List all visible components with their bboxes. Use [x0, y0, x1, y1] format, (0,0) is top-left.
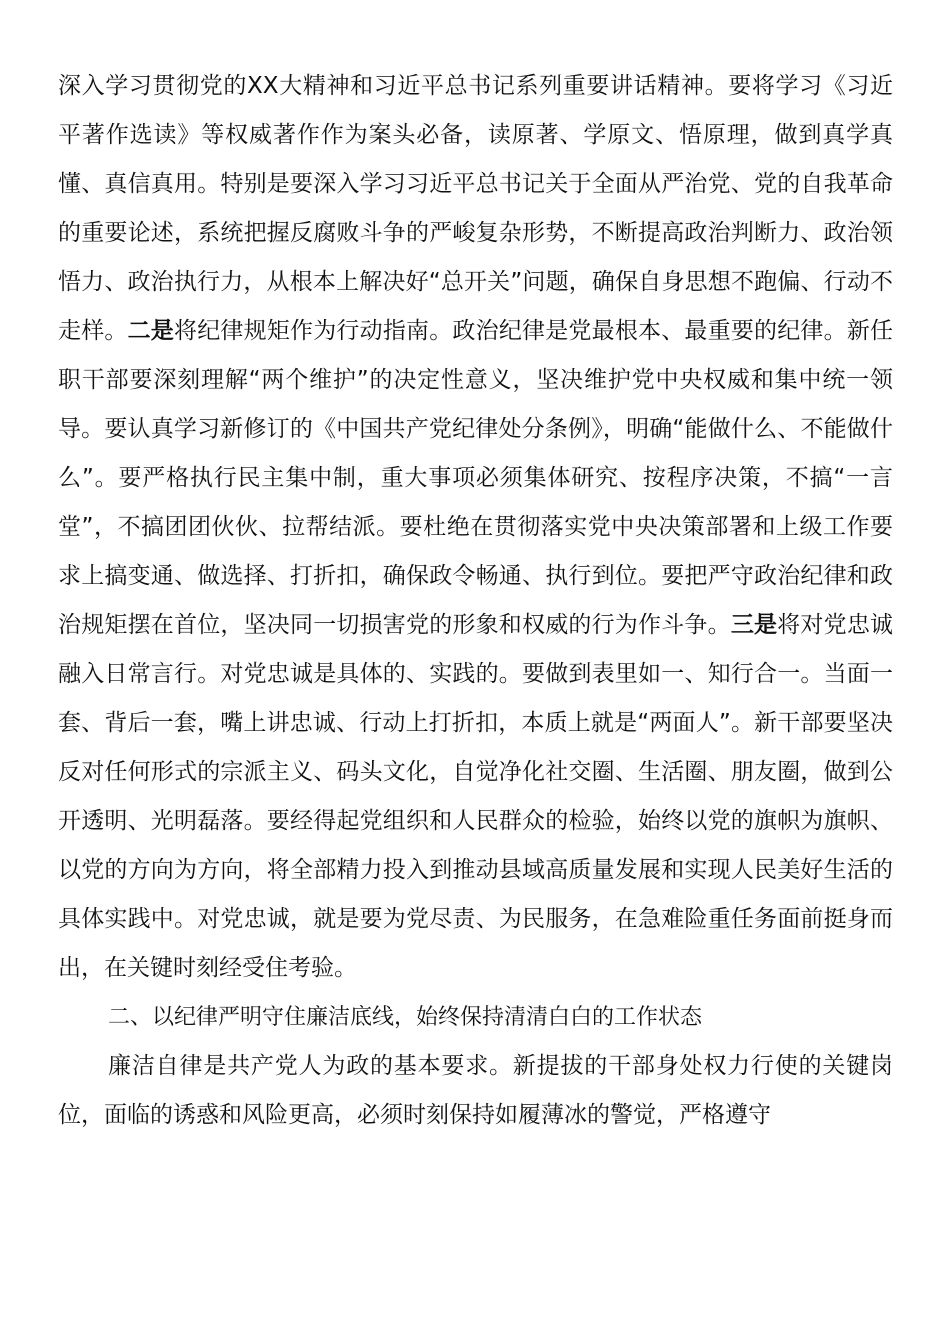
paragraph-1-part-3: 将对党忠诚融入日常言行。对党忠诚是具体的、实践的。要做到表里如一、知行合一。当面一套、背后一套，嘴上讲忠诚、行动上打折扣，本质上就是“两面人”。新干部要坚决反对任何形式的宗派主义、码头文化，自觉净化社交圈、生活圈、朋友圈，做到公开透明、光明磊落。要经得起党组织和人民群众的检验，始终以党的旗帜为旗帜、以党的方向为方向，将全部精力投入到推动县域高质量发展和实现人民美好生活的具体实践中。对党忠诚，就是要为党尽责、为民服务，在急难险重任务面前挺身而出，在关键时刻经受住考验。 [58, 612, 894, 981]
section-heading-2: 二、以纪律严明守住廉洁底线，始终保持清清白白的工作状态 [108, 1005, 703, 1030]
point-two-lead: 二是 [127, 318, 175, 344]
paragraph-1-part-2: 将纪律规矩作为行动指南。政治纪律是党最根本、最重要的纪律。新任职干部要深刻理解“两个维护”的决定性意义，坚决维护党中央权威和集中统一领导。要认真学习新修订的《中国共产党纪律处分条例》，明确“能做什么、不能做什么”。要严格执行民主集中制，重大事项必须集体研究、按程序决策，不搞“一言堂”，不搞团团伙伙、拉帮结派。要杜绝在贯彻落实党中央决策部署和上级工作要求上搞变通、做选择、打折扣，确保政令畅通、执行到位。要把严守政治纪律和政治规矩摆在首位，坚决同一切损害党的形象和权威的行为作斗争。 [58, 318, 894, 638]
body-paragraph-1 [58, 62, 893, 993]
paragraph-1-part-1: 深入学习贯彻党的XX大精神和习近平总书记系列重要讲话精神。要将学习《习近平著作选读》等权威著作作为案头必备，读原著、学原文、悟原理，做到真学真懂、真信真用。特别是要深入学习习近平总书记关于全面从严治党、党的自我革命的重要论述，系统把握反腐败斗争的严峻复杂形势，不断提高政治判断力、政治领悟力、政治执行力，从根本上解决好“总开关”问题，确保自身思想不跑偏、行动不走样。 [58, 73, 893, 344]
body-paragraph-2: 廉洁自律是共产党人为政的基本要求。新提拔的干部身处权力行使的关键岗位，面临的诱惑和风险更高，必须时刻保持如履薄冰的警觉，严格遵守 [58, 1053, 893, 1128]
point-three-lead: 三是 [730, 612, 778, 638]
document-page [58, 62, 893, 1140]
